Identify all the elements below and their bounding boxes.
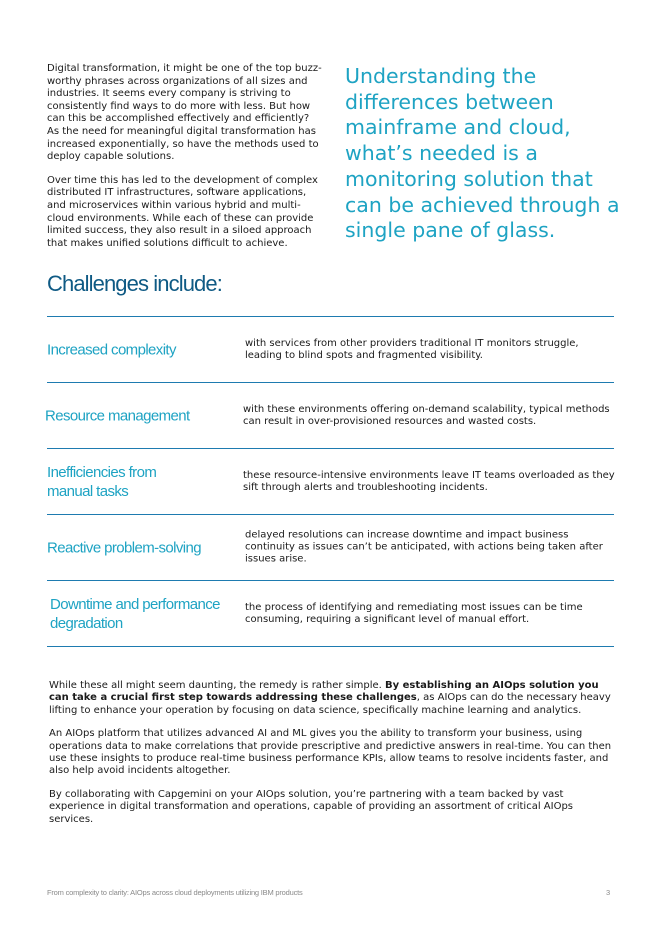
challenge-description: the process of identifying and remediating most issues can be time consuming, requiring a significant level of manual effort. — [245, 601, 583, 625]
challenges-heading: Challenges include: — [47, 271, 222, 296]
body-paragraph: An AIOps platform that utilizes advanced AI and ML gives you the ability to transform your business, using operations data to make correlations that provide prescriptive and predictive answers in real-time. You can then use these insights to produce real-time business performance KPIs, allow teams to resolve incidents faster, and also help avoid incidents altogether. — [49, 728, 612, 777]
challenge-description: with services from other providers traditional IT monitors struggle, leading to blind spots and fragmented visibility. — [245, 337, 579, 361]
challenge-description: these resource-intensive environments leave IT teams overloaded as they sift through alerts and troubleshooting incidents. — [243, 469, 615, 493]
challenge-description: with these environments offering on-demand scalability, typical methods can result in over-provisioned resources and wasted costs. — [243, 403, 610, 427]
challenge-label: Downtime and performance degradation — [50, 595, 220, 632]
body-text-bold: By establishing an AIOps solution you can take a crucial first step towards addressing these challenges — [49, 680, 599, 704]
challenge-row — [47, 580, 614, 647]
intro-text — [47, 63, 322, 261]
intro-paragraph: Digital transformation, it might be one of the top buzz-worthy phrases across organizations of all sizes and industries. It seems every company is striving to consistently find ways to do more with less. But how can this be accomplished effectively and efficiently? As the need for meaningful digital transformation has increased exponentially, so have the methods used to deploy capable solutions. — [47, 63, 322, 163]
body-text-run: While these all might seem daunting, the remedy is rather simple. — [49, 680, 386, 691]
body-paragraph — [49, 680, 615, 717]
body-text-run: , as AIOps can do the necessary heavy lifting to enhance your operation by focusing on data science, specifically machine learning and analytics. — [49, 692, 611, 716]
challenge-label: Reactive problem-solving — [47, 539, 202, 556]
pull-quote: Understanding the differences between mainframe and cloud, what’s needed is a monitoring solution that can be achieved through a single pane of glass. — [345, 64, 620, 243]
footer-title: From complexity to clarity: AIOps across cloud deployments utilizing IBM products — [47, 888, 303, 897]
body-paragraph: By collaborating with Capgemini on your AIOps solution, you’re partnering with a team backed by vast experience in digital transformation and operations, capable of providing an assortment of critical AIOps services. — [49, 788, 574, 825]
challenge-row — [47, 514, 614, 580]
challenge-row — [47, 448, 614, 514]
page-number: 3 — [606, 888, 611, 897]
intro-paragraph: Over time this has led to the development of complex distributed IT infrastructures, software applications, and microservices within various hybrid and multi-cloud environments. While each of these can provide limited success, they also result in a siloed approach that makes unified solutions difficult to achieve. — [47, 174, 318, 249]
challenge-row — [47, 316, 614, 382]
challenge-label: Resource management — [45, 407, 190, 424]
body-text — [49, 680, 615, 837]
challenge-row — [47, 382, 614, 448]
challenge-label: Inefficiencies from manual tasks — [47, 463, 157, 500]
challenges-list — [47, 316, 614, 647]
challenge-label: Increased complexity — [47, 341, 176, 358]
challenge-description: delayed resolutions can increase downtime and impact business continuity as issues can’t be anticipated, with actions being taken after issues arise. — [245, 529, 603, 565]
